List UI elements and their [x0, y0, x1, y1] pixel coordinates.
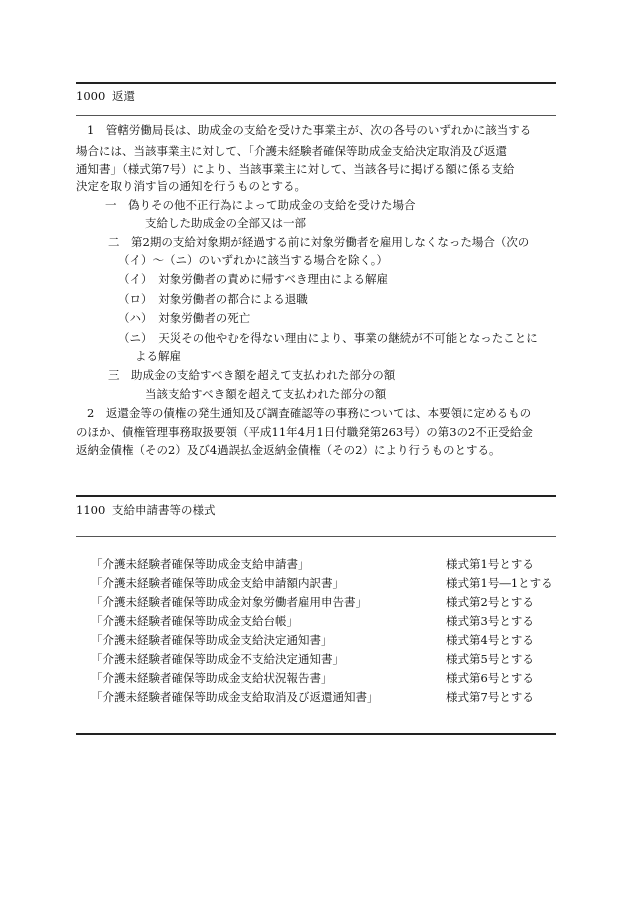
section-title: 返還	[112, 89, 135, 103]
section-title: 支給申請書等の様式	[112, 503, 216, 517]
form-number: 様式第1号とする	[446, 557, 534, 571]
paragraph-line: 決定を取り消す旨の通知を行うものとする。	[76, 179, 306, 193]
item-line: （イ）～（ニ）のいずれかに該当する場合を除く。）	[118, 253, 389, 267]
form-number: 様式第5号とする	[446, 652, 534, 666]
section-1000-heading	[76, 88, 135, 104]
section-number: 1000	[76, 89, 106, 103]
section-number: 1100	[76, 503, 106, 517]
subitem-line: （ニ） 天災その他やむを得ない理由により、事業の継続が不可能となったことに	[118, 331, 538, 345]
form-number: 様式第1号―1とする	[446, 576, 553, 590]
paragraph-line: 返納金債権（その2）及び4過誤払金返納金債権（その2）により行うものとする。	[76, 443, 501, 457]
form-name: 「介護未経験者確保等助成金支給申請額内訳書」	[91, 576, 344, 590]
item-line: 支給した助成金の全部又は一部	[145, 216, 306, 230]
item-line: 一 偽りその他不正行為によって助成金の支給を受けた場合	[105, 198, 416, 212]
section-1100-top-rule	[76, 495, 556, 497]
item-line: 三 助成金の支給すべき額を超えて支払われた部分の額	[108, 368, 396, 382]
form-name: 「介護未経験者確保等助成金支給取消及び返還通知書」	[91, 690, 379, 704]
form-number: 様式第3号とする	[446, 614, 534, 628]
paragraph-line: 1 管轄労働局長は、助成金の支給を受けた事業主が、次の各号のいずれかに該当する	[87, 123, 532, 137]
subitem-line: （ロ） 対象労働者の都合による退職	[118, 292, 308, 306]
section-1100-heading	[76, 502, 216, 518]
item-line: 二 第2期の支給対象期が経過する前に対象労働者を雇用しなくなった場合（次の	[108, 235, 530, 249]
section-1000-top-rule	[76, 82, 556, 84]
subitem-line: （イ） 対象労働者の責めに帰すべき理由による解雇	[118, 272, 389, 286]
form-number: 様式第7号とする	[446, 690, 534, 704]
form-number: 様式第4号とする	[446, 633, 534, 647]
form-number: 様式第2号とする	[446, 595, 534, 609]
form-name: 「介護未経験者確保等助成金支給決定通知書」	[91, 633, 333, 647]
subitem-line: （ハ） 対象労働者の死亡	[118, 311, 251, 325]
paragraph-line: のほか、債権管理事務取扱要領（平成11年4月1日付職発第263号）の第3の2不正受給金	[76, 425, 533, 439]
paragraph-line: 通知書」（様式第7号）により、当該事業主に対して、当該各号に掲げる額に係る支給	[76, 162, 515, 176]
form-name: 「介護未経験者確保等助成金対象労働者雇用申告書」	[91, 595, 367, 609]
form-name: 「介護未経験者確保等助成金支給申請書」	[91, 557, 310, 571]
paragraph-line: 場合には、当該事業主に対して、「介護未経験者確保等助成金支給決定取消及び返還	[76, 144, 508, 158]
section-1100-bottom-rule	[76, 536, 556, 537]
section-1000-bottom-rule	[76, 115, 556, 116]
paragraph-line: 2 返還金等の債権の発生通知及び調査確認等の事務については、本要領に定めるもの	[87, 406, 532, 420]
subitem-line: よる解雇	[135, 349, 181, 363]
form-name: 「介護未経験者確保等助成金支給状況報告書」	[91, 671, 333, 685]
item-line: 当該支給すべき額を超えて支払われた部分の額	[145, 387, 387, 401]
form-name: 「介護未経験者確保等助成金支給台帳」	[91, 614, 298, 628]
form-name: 「介護未経験者確保等助成金不支給決定通知書」	[91, 652, 344, 666]
form-number: 様式第6号とする	[446, 671, 534, 685]
page-end-rule	[76, 733, 556, 735]
